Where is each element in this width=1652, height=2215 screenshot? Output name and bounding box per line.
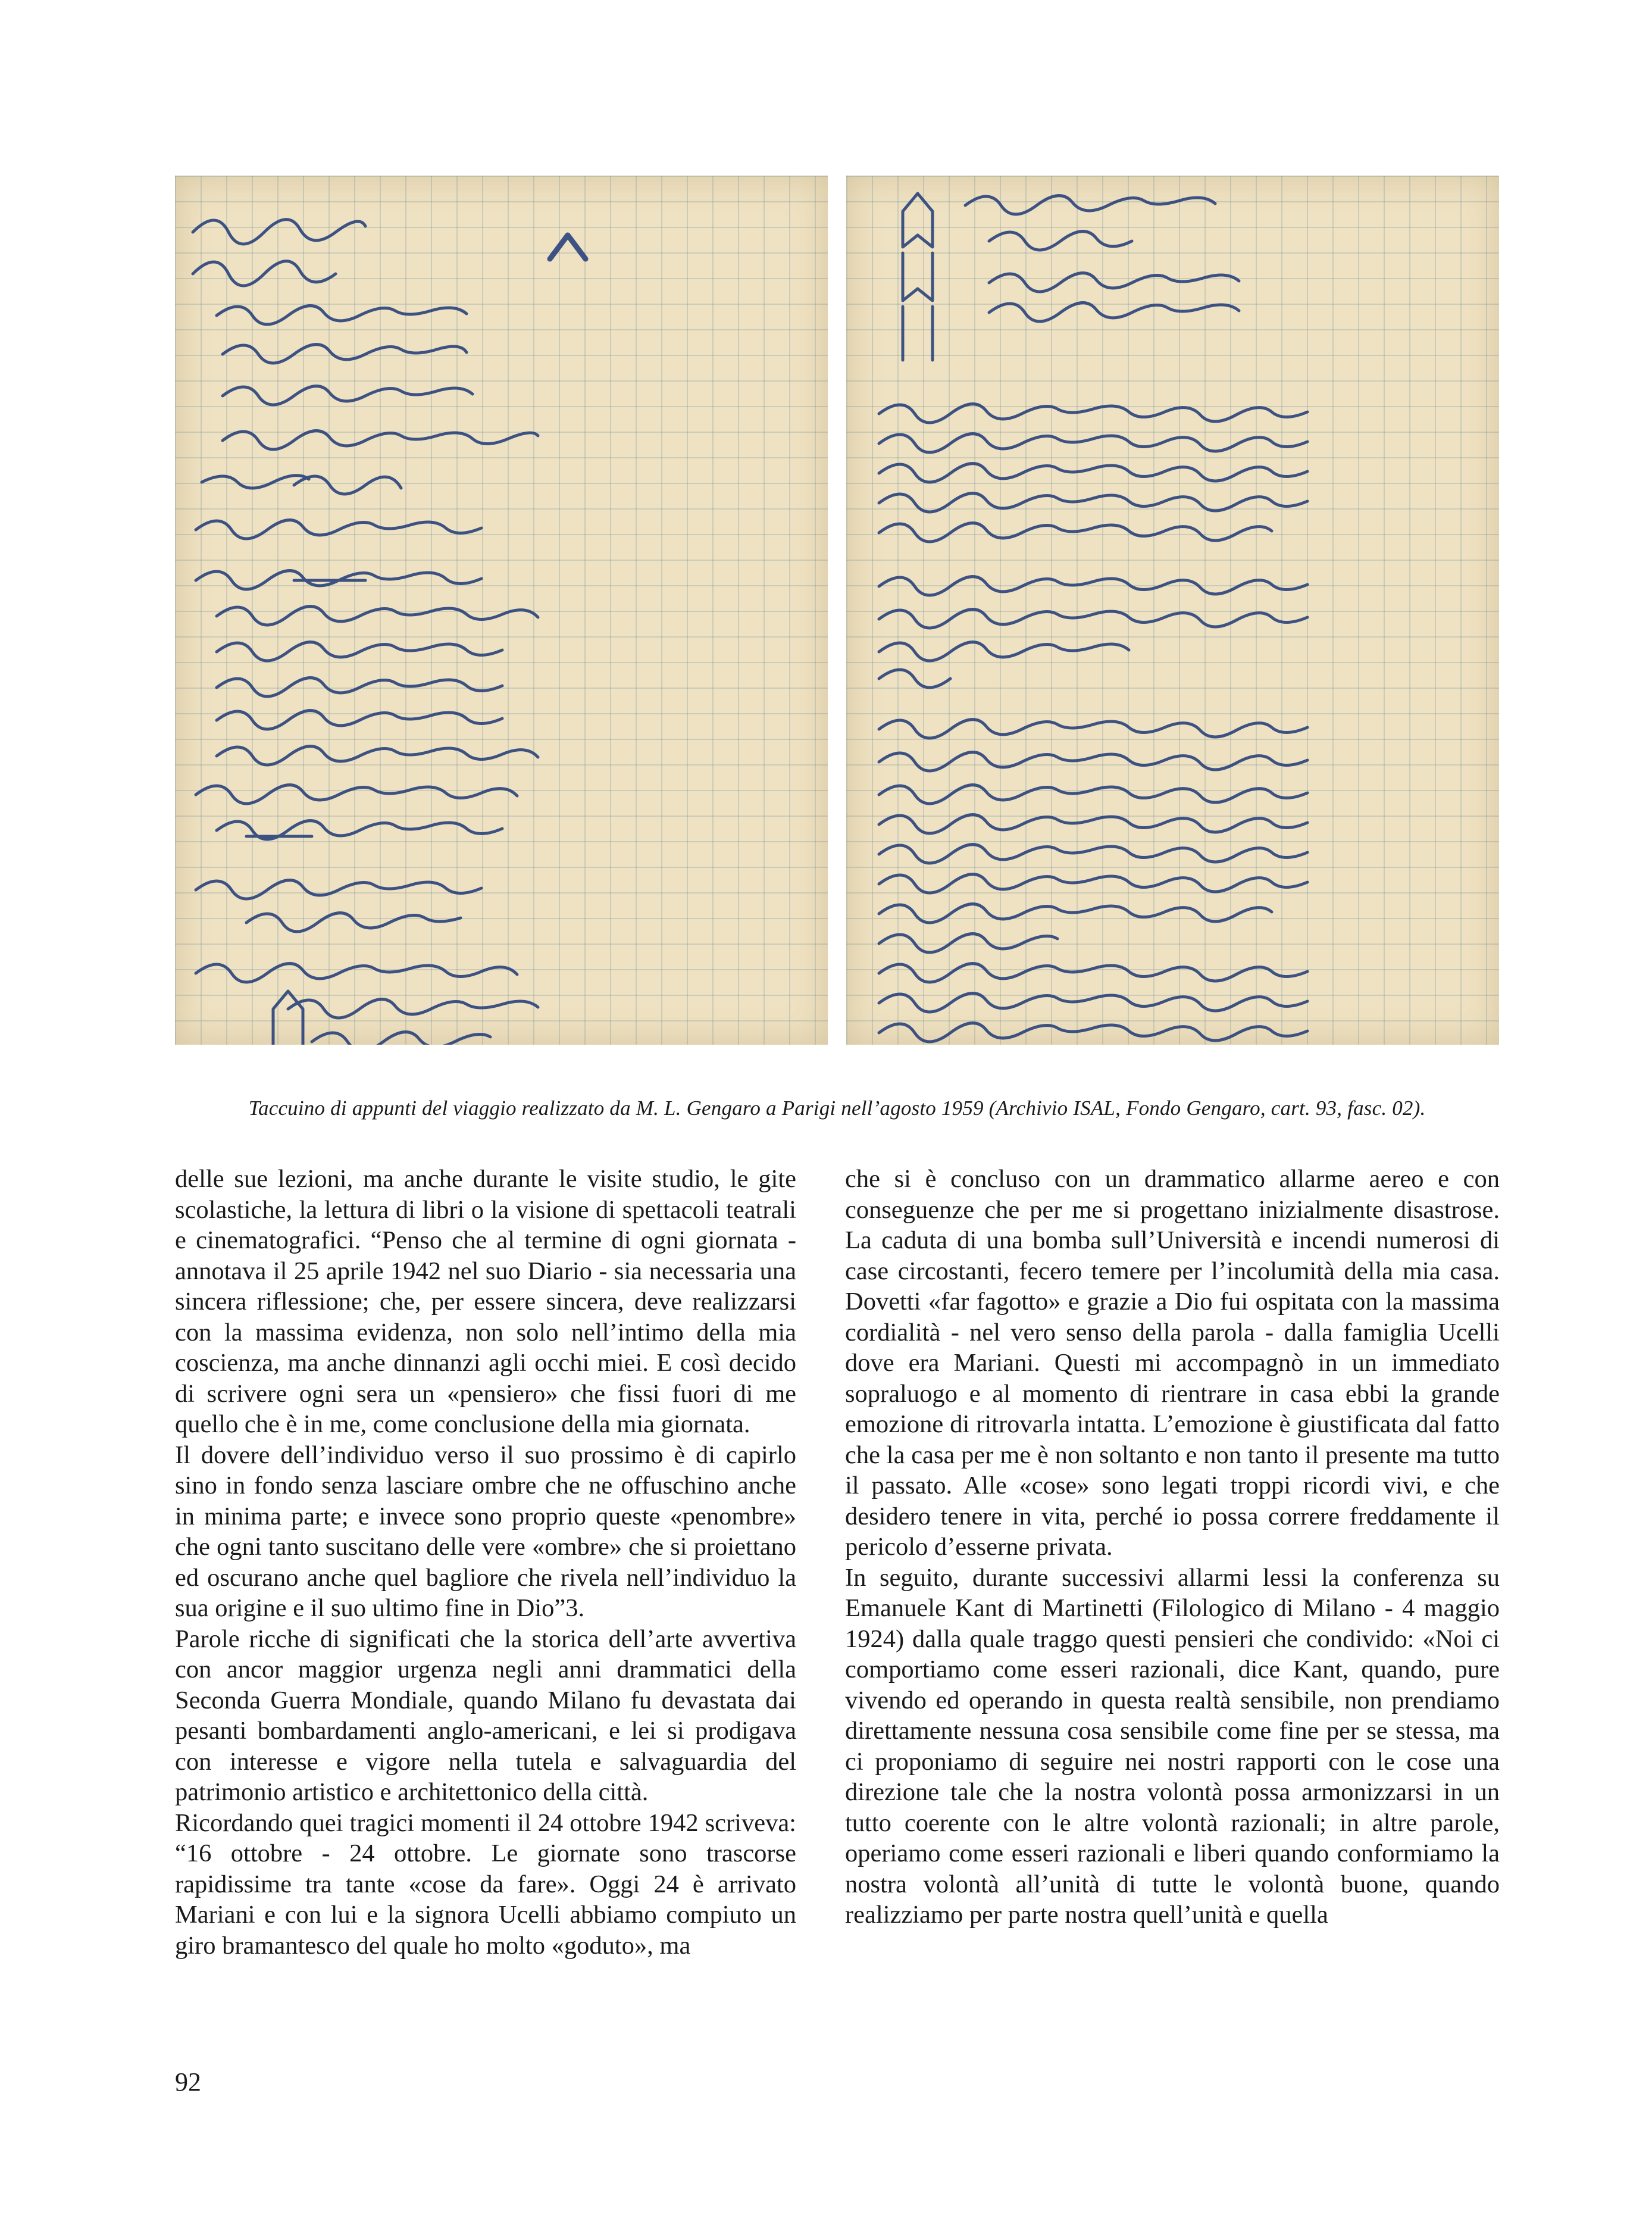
handwriting-left-icon xyxy=(175,176,828,1045)
body-column-left xyxy=(175,1164,796,1961)
paragraph: Il dovere dell’individuo verso il suo prossimo è di capirlo sino in fondo senza lasciare ombre che ne offuschino anche in minima parte; e invece sono proprio queste «penombre» che ogni tanto suscitano delle vere «ombre» che si proiettano ed oscurano anche quel bagliore che rivela nell’individuo la sua origine e il suo ultimo fine in Dio”3. xyxy=(175,1441,796,1622)
paragraph: In seguito, durante successivi allarmi lessi la conferenza su Emanuele Kant di Martinetti (Filologico di Milano - 4 maggio 1924) dalla quale traggo questi pensieri che condivido: «Noi ci comportiamo come esseri razionali, dice Kant, quando, pure vivendo ed operando in questa realtà sensibile, non prendiamo direttamente nessuna cosa sensibile come fine per se stessa, ma ci proponiamo di seguire nei nostri rapporti con le cose una direzione tale che la nostra volontà possa armonizzarsi in un tutto coerente con le altre volontà razionali; in altre parole, operiamo come esseri razionali e liberi quando conformiamo la nostra volontà all’unità di tutte le volontà buone, quando realizziamo per parte nostra quell’unità e quella xyxy=(845,1563,1500,1929)
paragraph: Ricordando quei tragici momenti il 24 ottobre 1942 scriveva: “16 ottobre - 24 ottobre. Le giornate sono trascorse rapidissime tra tante «cose da fare». Oggi 24 è arrivato Mariani e con lui e la signora Ucelli abbiamo compiuto un giro bramantesco del quale ho molto «goduto», ma xyxy=(175,1808,796,1960)
page-number: 92 xyxy=(175,2067,201,2097)
paragraph: che si è concluso con un drammatico allarme aereo e con conseguenze che per me si progettano inizialmente disastrose. La caduta di una bomba sull’Università e incendi numerosi di case circostanti, fecero temere per l’incolumità della mia casa. Dovetti «far fagotto» e grazie a Dio fui ospitata con la massima cordialità - nel vero senso della parola - dalla famiglia Ucelli dove era Mariani. Questi mi accompagnò in un immediato sopraluogo e al momento di rientrare in casa ebbi la grande emozione di ritrovarla intatta. L’emozione è giustificata dal fatto che la casa per me è non soltanto e non tanto il presente ma tutto il passato. Alle «cose» sono legati troppi ricordi vivi, e che desidero tenere in vita, perché io possa correre freddamente il pericolo d’esserne privata. xyxy=(845,1165,1500,1561)
paragraph: delle sue lezioni, ma anche durante le visite studio, le gite scolastiche, la lettura di libri o la visione di spettacoli teatrali e cinematografici. “Penso che al termine di ogni giornata - annotava il 25 aprile 1942 nel suo Diario - sia necessaria una sincera riflessione; che, per essere sincera, deve realizzarsi con la massima evidenza, non solo nell’intimo della mia coscienza, ma anche dinnanzi agli occhi miei. E così decido di scrivere ogni sera un «pensiero» che fissi fuori di me quello che è in me, come conclusione della mia giornata. xyxy=(175,1165,796,1438)
notebook-page-left-image xyxy=(175,176,828,1045)
body-column-right xyxy=(845,1164,1500,1930)
figure-caption: Taccuino di appunti del viaggio realizzato da M. L. Gengaro a Parigi nell’agosto 1959 (Archivio ISAL, Fondo Gengaro, cart. 93, fasc. 02). xyxy=(248,1096,1426,1120)
notebook-page-right-image xyxy=(846,176,1499,1045)
handwriting-right-icon xyxy=(846,176,1499,1045)
paragraph: Parole ricche di significati che la storica dell’arte avvertiva con ancor maggior urgenza negli anni drammatici della Seconda Guerra Mondiale, quando Milano fu devastata dai pesanti bombardamenti anglo-americani, e lei si prodigava con interesse e vigore nella tutela e salvaguardia del patrimonio artistico e architettonico della città. xyxy=(175,1624,796,1806)
